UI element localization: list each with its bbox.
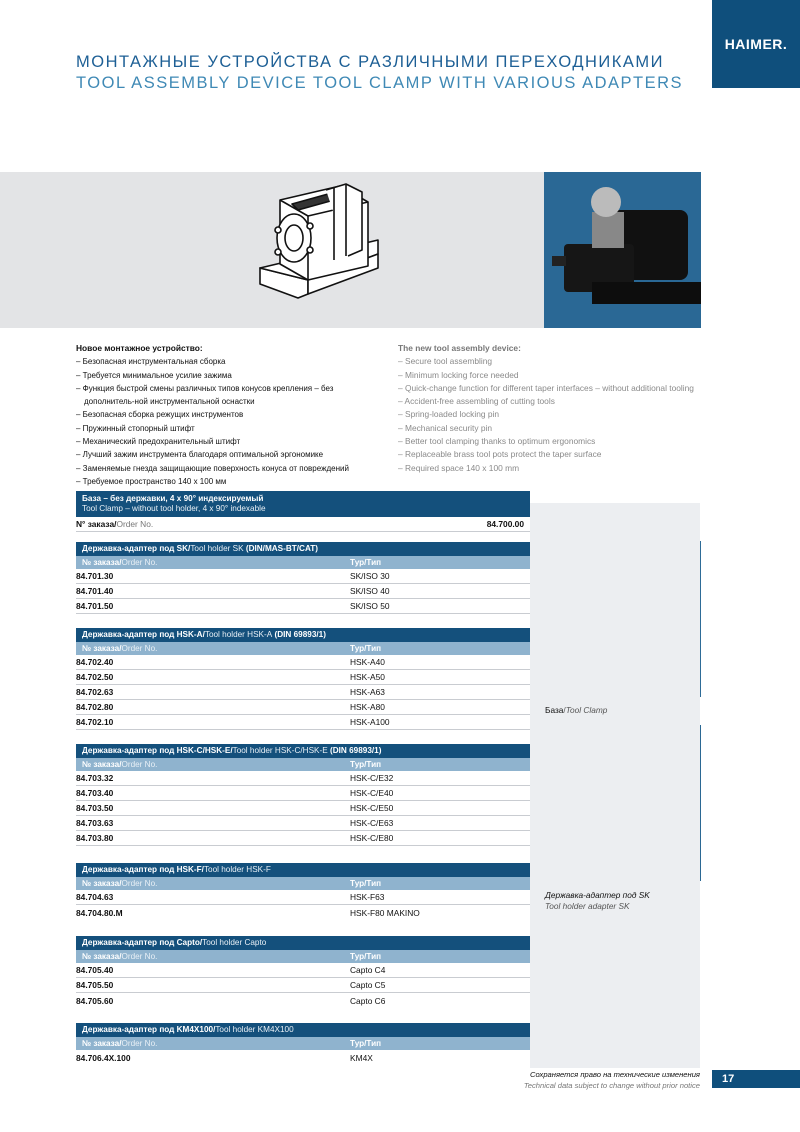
feature-en-item: – Accident-free assembling of cutting tools: [398, 396, 555, 407]
sk-table: [76, 542, 530, 614]
table-row: 84.701.50 SK/ISO 50: [76, 599, 530, 614]
capto-header: Державка-адаптер под Capto/Tool holder Capto: [76, 936, 530, 950]
footer-note: [524, 1069, 700, 1091]
title-en: TOOL ASSEMBLY DEVICE TOOL CLAMP WITH VARIOUS ADAPTERS: [76, 74, 684, 92]
features-ru-heading: Новое монтажное устройство:: [76, 343, 203, 353]
features-en-heading: The new tool assembly device:: [398, 343, 521, 353]
capto-table: [76, 936, 530, 1008]
table-row: 84.702.50 HSK-A50: [76, 670, 530, 685]
caption-tool-clamp: База/Tool Clamp: [545, 705, 608, 715]
table-subheader: № заказа/Order No. Тур/Тип: [76, 758, 530, 771]
hska-table: [76, 628, 530, 730]
feature-en-item: – Replaceable brass tool pots protect the taper surface: [398, 449, 602, 460]
table-row: 84.701.40 SK/ISO 40: [76, 584, 530, 599]
base-order-value: 84.700.00: [486, 519, 524, 529]
brand-logo: [712, 0, 800, 88]
feature-ru-item: – Механический предохранительный штифт: [76, 437, 241, 447]
table-row: 84.703.50 HSK-C/E50: [76, 801, 530, 816]
feature-ru-item: – Требуется минимальное усилие зажима: [76, 370, 232, 380]
table-row: 84.702.10 HSK-A100: [76, 715, 530, 730]
base-order-row: [76, 517, 530, 532]
feature-en-item: – Required space 140 x 100 mm: [398, 462, 520, 473]
feature-ru-item: – Функция быстрой смены различных типов конусов крепления – без дополнитель-ной инструментальной оснастки: [76, 383, 334, 407]
feature-ru-item: – Пружинный стопорный штифт: [76, 423, 195, 433]
table-row: 84.703.32 HSK-C/E32: [76, 771, 530, 786]
caption-tool-holder-sk: Державка-адаптер под SK Tool holder adapter SK: [545, 890, 650, 911]
base-table: [76, 491, 530, 532]
hskf-table: [76, 863, 530, 920]
hskc-table: [76, 744, 530, 846]
base-header-en: Tool Clamp – without tool holder, 4 x 90° indexable: [82, 504, 266, 513]
table-row: 84.703.63 HSK-C/E63: [76, 816, 530, 831]
km-table: [76, 1023, 530, 1065]
feature-en-item: – Mechanical security pin: [398, 422, 493, 433]
table-subheader: № заказа/Order No. Тур/Тип: [76, 642, 530, 655]
feature-ru-item: – Требуемое пространство 140 x 100 мм: [76, 476, 227, 486]
table-row: 84.703.80 HSK-C/E80: [76, 831, 530, 846]
feature-en-item: – Secure tool assembling: [398, 356, 493, 367]
feature-ru-item: – Безопасная сборка режущих инструментов: [76, 410, 244, 420]
hska-header: Державка-адаптер под HSK-A/Tool holder HSK-A (DIN 69893/1): [76, 628, 530, 642]
page-title: [76, 52, 683, 94]
hskc-header: Державка-адаптер под HSK-C/HSK-E/Tool holder HSK-C/HSK-E (DIN 69893/1): [76, 744, 530, 758]
feature-en-item: – Spring-loaded locking pin: [398, 409, 500, 420]
table-row: 84.705.50 Capto C5: [76, 978, 530, 993]
footer-ru: Сохраняется право на технические изменения: [529, 1070, 700, 1079]
table-row: 84.703.40 HSK-C/E40: [76, 786, 530, 801]
tool-clamp-photo: [544, 172, 701, 328]
table-row: 84.704.63 HSK-F63: [76, 890, 530, 905]
table-row: 84.702.63 HSK-A63: [76, 685, 530, 700]
feature-ru-item: – Лучший зажим инструмента благодаря оптимальной эргономике: [76, 450, 324, 460]
features-ru: [76, 342, 386, 488]
hskf-header: Державка-адаптер под HSK-F/Tool holder HSK-F: [76, 863, 530, 877]
table-row: 84.702.40 HSK-A40: [76, 655, 530, 670]
footer-en: Technical data subject to change without prior notice: [523, 1081, 700, 1090]
base-header: [76, 491, 530, 517]
table-subheader: № заказа/Order No. Тур/Тип: [76, 950, 530, 963]
table-row: 84.706.4X.100 KM4X: [76, 1052, 373, 1063]
sk-header: Державка-адаптер под SK/Tool holder SK (DIN/MAS-BT/CAT): [76, 542, 530, 556]
brand-text: HAIMER.: [724, 36, 788, 52]
table-row: 84.701.30 SK/ISO 30: [76, 569, 530, 584]
table-row: 84.705.40 Capto C4: [76, 963, 530, 978]
tool-clamp-drawing: [250, 180, 390, 320]
feature-en-item: – Better tool clamping thanks to optimum ergonomics: [398, 436, 596, 447]
side-panel: [530, 503, 700, 1068]
base-header-ru: База – без державки, 4 x 90° индексируемый: [82, 494, 264, 503]
feature-en-item: – Quick-change function for different taper interfaces – without additional tooling: [398, 382, 694, 393]
table-subheader: № заказа/Order No. Тур/Тип: [76, 556, 530, 569]
feature-ru-item: – Заменяемые гнезда защищающие поверхность конуса от повреждений: [76, 463, 349, 473]
feature-ru-item: – Безопасная инструментальная сборка: [76, 357, 226, 367]
base-order-label: N° заказа/Order No.: [76, 519, 154, 529]
features-en: [398, 342, 718, 475]
feature-en-item: – Minimum locking force needed: [398, 369, 519, 380]
page-number: 17: [722, 1073, 735, 1085]
table-row: 84.704.80.M HSK-F80 MAKINO: [76, 907, 420, 918]
km-header: Державка-адаптер под KM4X100/Tool holder KM4X100: [76, 1023, 530, 1037]
table-row: 84.705.60 Capto C6: [76, 995, 386, 1006]
table-row: 84.702.80 HSK-A80: [76, 700, 530, 715]
table-subheader: № заказа/Order No. Тур/Тип: [76, 1037, 530, 1050]
title-ru: МОНТАЖНЫЕ УСТРОЙСТВА С РАЗЛИЧНЫМИ ПЕРЕХОДНИКАМИ: [76, 53, 665, 71]
table-subheader: № заказа/Order No. Тур/Тип: [76, 877, 530, 890]
